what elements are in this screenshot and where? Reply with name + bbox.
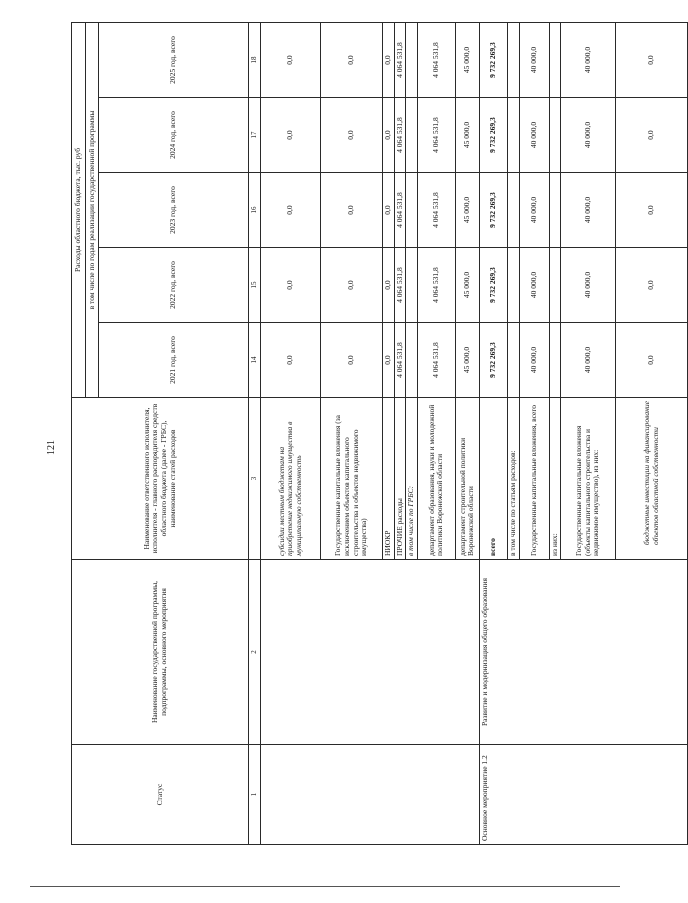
value-cell: 0,0 bbox=[261, 22, 321, 97]
value-cell: 4 064 531,8 bbox=[394, 98, 406, 173]
value-cell: 0,0 bbox=[383, 173, 395, 248]
value-cell bbox=[507, 323, 519, 398]
value-cell: 45 000,0 bbox=[455, 98, 479, 173]
value-cell: 45 000,0 bbox=[455, 323, 479, 398]
col-number: 1 bbox=[249, 745, 261, 845]
value-cell bbox=[549, 173, 561, 248]
value-cell: 45 000,0 bbox=[455, 22, 479, 97]
header-expenses: Расходы областного бюджета, тыс. руб bbox=[72, 22, 86, 397]
row-label: департамент строительной политики Воронежской области bbox=[455, 398, 479, 560]
value-cell: 4 064 531,8 bbox=[394, 22, 406, 97]
value-cell: 0,0 bbox=[616, 98, 688, 173]
value-cell: 9 732 269,3 bbox=[479, 173, 507, 248]
value-cell: 0,0 bbox=[321, 22, 383, 97]
page-bottom-rule bbox=[30, 886, 620, 887]
header-program-name: Наименование государственной программы, подпрограммы, основного мероприятия bbox=[72, 560, 249, 745]
value-cell: 0,0 bbox=[616, 323, 688, 398]
row-label: бюджетные инвестиции на финансирование объектов областной собственности bbox=[616, 398, 688, 560]
value-cell: 40 000,0 bbox=[519, 173, 549, 248]
header-executor: Наименование ответственного исполнителя, исполнителя - главного распорядителя средств областного бюджета (далее - ГРБС), наименование статей расходов bbox=[72, 398, 249, 560]
value-cell: 4 064 531,8 bbox=[394, 323, 406, 398]
value-cell: 0,0 bbox=[321, 323, 383, 398]
table-row bbox=[479, 22, 507, 844]
col-number: 3 bbox=[249, 398, 261, 560]
value-cell: 0,0 bbox=[261, 98, 321, 173]
value-cell: 45 000,0 bbox=[455, 248, 479, 323]
value-cell: 0,0 bbox=[261, 323, 321, 398]
row-label: субсидии местным бюджетам на приобретение недвижимого имущества в муниципальную собственность bbox=[261, 398, 321, 560]
value-cell: 40 000,0 bbox=[561, 98, 616, 173]
value-cell: 0,0 bbox=[383, 248, 395, 323]
value-cell bbox=[549, 248, 561, 323]
value-cell: 4 064 531,8 bbox=[417, 22, 455, 97]
row-label: ПРОЧИЕ расходы bbox=[394, 398, 406, 560]
value-cell: 0,0 bbox=[321, 173, 383, 248]
table-row bbox=[261, 22, 321, 844]
value-cell: 0,0 bbox=[616, 248, 688, 323]
value-cell: 4 064 531,8 bbox=[417, 173, 455, 248]
value-cell bbox=[549, 323, 561, 398]
row-label: из них: bbox=[549, 398, 561, 560]
header-year-2022: 2022 год, всего bbox=[99, 248, 249, 323]
value-cell: 0,0 bbox=[321, 248, 383, 323]
value-cell bbox=[406, 173, 418, 248]
value-cell: 0,0 bbox=[261, 173, 321, 248]
col-number: 17 bbox=[249, 98, 261, 173]
header-year-2024: 2024 год, всего bbox=[99, 98, 249, 173]
budget-table bbox=[71, 22, 688, 845]
row-label: Государственные капитальные вложения, всего bbox=[519, 398, 549, 560]
value-cell bbox=[549, 22, 561, 97]
measure-name: Развитие и модернизация общего образования bbox=[479, 560, 687, 745]
value-cell: 9 732 269,3 bbox=[479, 22, 507, 97]
column-numbers-row bbox=[249, 22, 261, 844]
program-cell-continued bbox=[261, 560, 480, 745]
value-cell: 0,0 bbox=[616, 22, 688, 97]
row-label: в том числе по статьям расходов: bbox=[507, 398, 519, 560]
value-cell bbox=[507, 98, 519, 173]
value-cell: 40 000,0 bbox=[519, 323, 549, 398]
col-number: 2 bbox=[249, 560, 261, 745]
value-cell bbox=[507, 248, 519, 323]
value-cell bbox=[406, 323, 418, 398]
value-cell: 4 064 531,8 bbox=[394, 173, 406, 248]
value-cell: 40 000,0 bbox=[519, 22, 549, 97]
value-cell bbox=[507, 22, 519, 97]
value-cell: 45 000,0 bbox=[455, 173, 479, 248]
value-cell: 4 064 531,8 bbox=[394, 248, 406, 323]
header-year-2021: 2021 год, всего bbox=[99, 323, 249, 398]
value-cell: 0,0 bbox=[261, 248, 321, 323]
row-label: Государственные капитальные вложения (объекты капитального строительства и недвижимое имущество), из них: bbox=[561, 398, 616, 560]
value-cell: 40 000,0 bbox=[519, 248, 549, 323]
row-label: Государственные капитальные вложения (за исключением объектов капитального строительства и объектов недвижимого имущества) bbox=[321, 398, 383, 560]
col-number: 14 bbox=[249, 323, 261, 398]
value-cell: 0,0 bbox=[321, 98, 383, 173]
status-cell-continued bbox=[261, 745, 480, 845]
value-cell: 40 000,0 bbox=[561, 323, 616, 398]
header-year-2023: 2023 год, всего bbox=[99, 173, 249, 248]
col-number: 16 bbox=[249, 173, 261, 248]
row-label: НИОКР bbox=[383, 398, 395, 560]
value-cell: 4 064 531,8 bbox=[417, 98, 455, 173]
rotated-table-container bbox=[71, 23, 660, 845]
value-cell bbox=[406, 248, 418, 323]
value-cell: 0,0 bbox=[383, 323, 395, 398]
header-by-year: в том числе по годам реализации государственной программы bbox=[86, 22, 99, 397]
row-label: в том числе по ГРБС: bbox=[406, 398, 418, 560]
value-cell: 0,0 bbox=[383, 22, 395, 97]
value-cell: 9 732 269,3 bbox=[479, 248, 507, 323]
header-status: Статус bbox=[72, 745, 249, 845]
row-label: департамент образования, науки и молодежной политики Воронежской области bbox=[417, 398, 455, 560]
value-cell bbox=[507, 173, 519, 248]
value-cell bbox=[549, 98, 561, 173]
col-number: 18 bbox=[249, 22, 261, 97]
value-cell: 4 064 531,8 bbox=[417, 323, 455, 398]
value-cell: 4 064 531,8 bbox=[417, 248, 455, 323]
value-cell: 40 000,0 bbox=[561, 248, 616, 323]
value-cell: 40 000,0 bbox=[561, 22, 616, 97]
col-number: 15 bbox=[249, 248, 261, 323]
value-cell bbox=[406, 98, 418, 173]
value-cell: 9 732 269,3 bbox=[479, 323, 507, 398]
value-cell: 40 000,0 bbox=[561, 173, 616, 248]
header-year-2025: 2025 год, всего bbox=[99, 22, 249, 97]
value-cell bbox=[406, 22, 418, 97]
value-cell: 40 000,0 bbox=[519, 98, 549, 173]
value-cell: 0,0 bbox=[616, 173, 688, 248]
value-cell: 0,0 bbox=[383, 98, 395, 173]
row-label: всего bbox=[479, 398, 507, 560]
measure-status: Основное мероприятие 1.2 bbox=[479, 745, 687, 845]
page-number: 121 bbox=[46, 440, 57, 455]
value-cell: 9 732 269,3 bbox=[479, 98, 507, 173]
